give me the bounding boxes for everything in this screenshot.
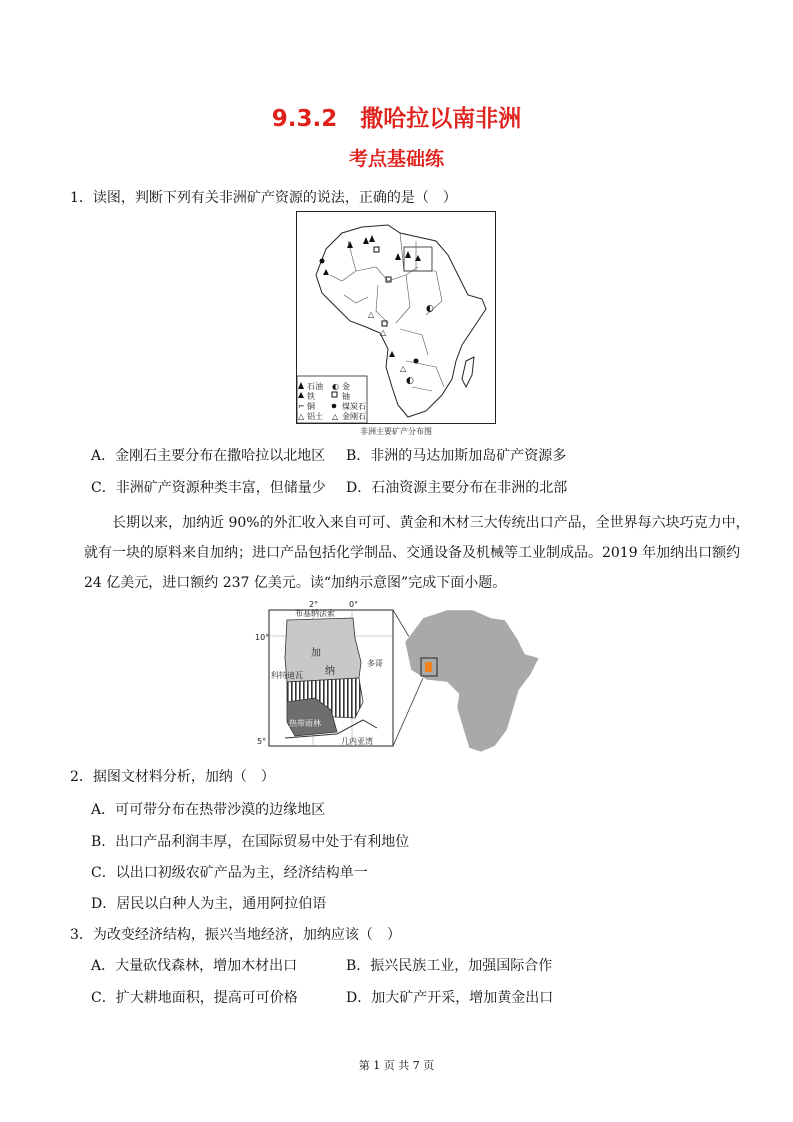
passage-line-1: 长期以来，加纳近 90%的外汇收入来自可可、黄金和木材三大传统出口产品，全世界每六块巧克力中，	[112, 515, 750, 531]
ghana-map	[255, 598, 540, 756]
lon-label-0: 0°	[349, 600, 359, 609]
q1-option-a: A．金刚石主要分布在撒哈拉以北地区	[91, 448, 326, 464]
lon-label-2: 2°	[309, 600, 319, 609]
q3-option-a: A．大量砍伐森林，增加木材出口	[91, 958, 298, 974]
q1-option-d: D．石油资源主要分布在非洲的北部	[346, 480, 568, 496]
lat-label-5: 5°	[257, 737, 267, 746]
question-2-stem: 2．据图文材料分析，加纳（ ）	[70, 769, 275, 785]
legend-coal: 煤炭石	[342, 402, 366, 411]
africa-minerals-map	[296, 211, 496, 437]
page-footer: 第 1 页 共 7 页	[358, 1059, 435, 1072]
legend-oil: 石油	[307, 382, 323, 391]
africa-silhouette	[405, 610, 539, 752]
legend-iron: 铁	[307, 392, 315, 401]
svg-text:△: △	[298, 412, 305, 421]
svg-text:△: △	[332, 412, 339, 421]
coal-symbol	[414, 359, 419, 364]
q3-option-c: C．扩大耕地面积，提高可可价格	[91, 990, 298, 1006]
lat-label-10: 10°	[255, 633, 270, 642]
page-title: 9.3.2 撒哈拉以南非洲	[271, 106, 522, 132]
gold-symbol: ◐	[426, 304, 434, 314]
q1-option-c: C．非洲矿产资源种类丰富，但储量少	[91, 480, 326, 496]
label-togo: 多哥	[367, 659, 383, 668]
question-3-stem: 3．为改变经济结构，振兴当地经济，加纳应该（ ）	[70, 927, 401, 943]
question-1-stem: 1．读图，判断下列有关非洲矿产资源的说法，正确的是（ ）	[70, 190, 457, 206]
section-subtitle: 考点基础练	[348, 148, 444, 170]
q2-option-b: B．出口产品利润丰厚，在国际贸易中处于有利地位	[91, 834, 410, 850]
coal-symbol	[320, 259, 325, 264]
ghana-highlight	[425, 662, 432, 672]
label-cote-divoire: 科特迪瓦	[271, 671, 303, 680]
map-caption: 非洲主要矿产分布图	[360, 427, 432, 436]
diamond-symbol: △	[368, 310, 375, 319]
svg-text:⌐: ⌐	[298, 402, 305, 411]
q2-option-d: D．居民以白种人为主，通用阿拉伯语	[91, 896, 327, 912]
legend-bauxite: 铝土	[307, 412, 323, 421]
diamond-symbol: △	[400, 364, 407, 373]
legend-uranium: 铀	[342, 392, 350, 401]
q3-option-b: B．振兴民族工业，加强国际合作	[346, 958, 553, 974]
q3-option-d: D．加大矿产开采，增加黄金出口	[346, 990, 554, 1006]
passage-line-2: 就有一块的原料来自加纳；进口产品包括化学制品、交通设备及机械等工业制成品。2019 年加纳出口额约	[84, 545, 741, 561]
label-gulf-of-guinea: 几内亚湾	[341, 737, 373, 746]
legend-gold: 金	[342, 382, 350, 391]
passage-line-3: 24 亿美元，进口额约 237 亿美元。读“加纳示意图”完成下面小题。	[84, 575, 507, 591]
label-ghana-2: 纳	[325, 666, 335, 677]
q2-option-a: A．可可带分布在热带沙漠的边缘地区	[91, 802, 326, 818]
q2-option-c: C．以出口初级农矿产品为主，经济结构单一	[91, 865, 368, 881]
legend-copper: 铜	[307, 402, 315, 411]
label-rainforest: 热带雨林	[289, 719, 321, 728]
label-ghana-1: 加	[311, 648, 321, 659]
svg-text:◐: ◐	[332, 382, 339, 391]
legend-diamond: 金刚石	[342, 412, 366, 421]
ghana-map-svg	[255, 598, 540, 756]
passage	[84, 508, 750, 598]
diamond-symbol: △	[380, 328, 387, 337]
africa-minerals-map-svg	[296, 211, 496, 437]
gold-symbol: ◐	[406, 376, 414, 386]
label-burkina-faso: 布基纳法索	[295, 609, 335, 618]
q1-option-b: B．非洲的马达加斯加岛矿产资源多	[346, 448, 567, 464]
